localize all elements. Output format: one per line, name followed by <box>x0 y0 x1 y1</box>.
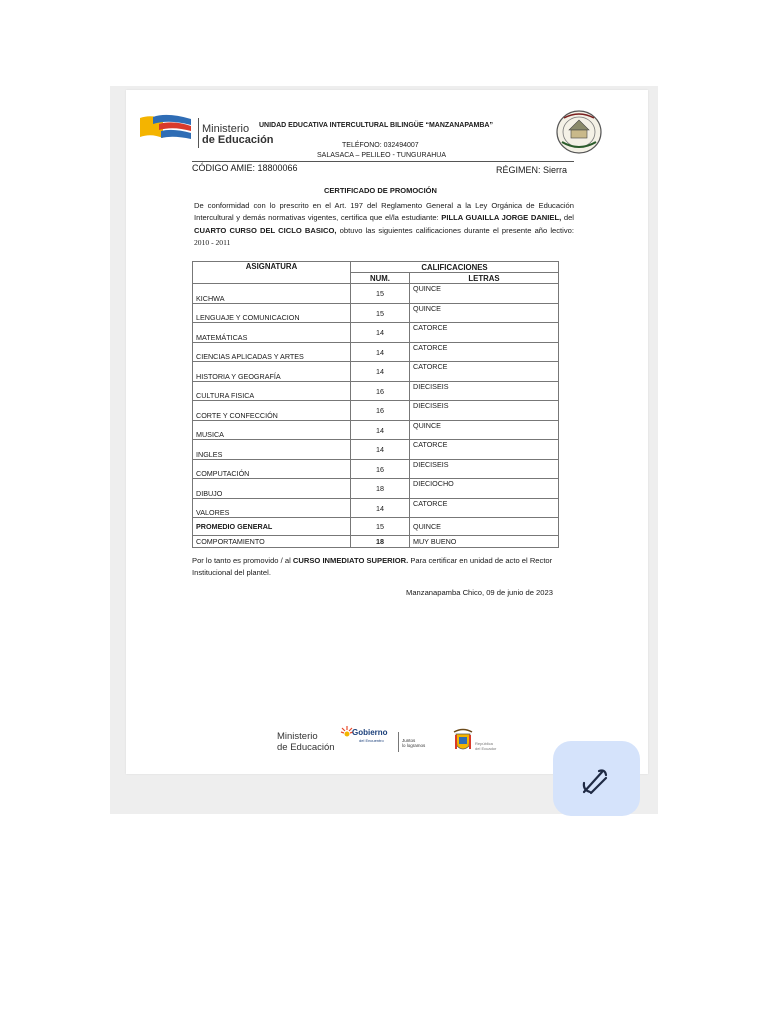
school-name: UNIDAD EDUCATIVA INTERCULTURAL BILINGÜE “MANZANAPAMBA” <box>259 122 493 129</box>
table-row <box>193 284 559 304</box>
ministry-flag-logo-icon <box>139 114 199 148</box>
subject-cell: KICHWA <box>193 284 351 304</box>
header-subject: ASIGNATURA <box>193 262 351 284</box>
subject-cell: HISTORIA Y GEOGRAFÍA <box>193 362 351 382</box>
footer-gobierno-sub: del Encuentro <box>359 738 384 743</box>
school-telephone: TELÉFONO: 032494007 <box>342 142 419 149</box>
outro-text: obtuvo las siguientes calificaciones durante el presente año lectivo: <box>339 225 574 235</box>
grade-letters-cell: QUINCE <box>410 284 559 304</box>
ministry-line2: de Educación <box>202 134 274 146</box>
footer-republica-line1: República <box>475 741 493 746</box>
ministry-line1: Ministerio <box>202 123 250 135</box>
grade-number-cell: 18 <box>351 479 410 499</box>
grade-number-cell: 14 <box>351 362 410 382</box>
footer-juntos-line1: Juntos <box>402 738 416 743</box>
subject-cell: LENGUAJE Y COMUNICACION <box>193 304 351 323</box>
footer-juntos-line2: lo logramos <box>402 743 426 748</box>
logo-divider <box>198 118 199 148</box>
behavior-label: COMPORTAMIENTO <box>193 536 351 548</box>
footer-juntos <box>402 738 425 748</box>
table-row <box>193 440 559 460</box>
closing-text2: Para certificar en unidad de acto el Rector Institucional del plantel. <box>192 556 553 578</box>
table-row <box>193 421 559 440</box>
table-row <box>193 499 559 518</box>
issue-date: Manzanapamba Chico, 09 de junio de 2023 <box>406 588 553 597</box>
grade-letters-cell: CATORCE <box>410 343 559 362</box>
subject-cell: MATEMÁTICAS <box>193 323 351 343</box>
document-viewer[interactable] <box>110 86 658 814</box>
grade-letters-cell: CATORCE <box>410 323 559 343</box>
footer-ministry-line2: de Educación <box>277 742 335 753</box>
header-letters: LETRAS <box>410 273 559 284</box>
table-row <box>193 343 559 362</box>
header-num: NUM. <box>351 273 410 284</box>
grade-number-cell: 14 <box>351 440 410 460</box>
footer-republica-line2: del Ecuador <box>475 746 497 751</box>
course-prefix: del <box>563 213 574 223</box>
grade-number-cell: 14 <box>351 499 410 518</box>
subject-cell: VALORES <box>193 499 351 518</box>
table-row <box>193 460 559 479</box>
grade-letters-cell: QUINCE <box>410 304 559 323</box>
grade-number-cell: 16 <box>351 401 410 421</box>
footer-republica <box>475 741 496 751</box>
table-row <box>193 362 559 382</box>
school-address: SALASACA – PELILEO - TUNGURAHUA <box>317 152 447 159</box>
school-year: 2010 - 2011 <box>194 237 231 247</box>
behavior-row <box>193 536 559 548</box>
grade-number-cell: 16 <box>351 460 410 479</box>
table-row <box>193 382 559 401</box>
grade-number-cell: 15 <box>351 304 410 323</box>
grade-number-cell: 14 <box>351 343 410 362</box>
grade-letters-cell: DIECISEIS <box>410 401 559 421</box>
course-name: CUARTO CURSO DEL CICLO BASICO, <box>194 225 337 235</box>
table-row <box>193 401 559 421</box>
subject-cell: CIENCIAS APLICADAS Y ARTES <box>193 343 351 362</box>
edit-fab-button[interactable] <box>553 741 640 816</box>
certificate-title: CERTIFICADO DE PROMOCIÓN <box>324 186 437 195</box>
behavior-letters: MUY BUENO <box>410 536 559 548</box>
grade-letters-cell: CATORCE <box>410 362 559 382</box>
grade-number-cell: 14 <box>351 323 410 343</box>
subject-cell: COMPUTACIÓN <box>193 460 351 479</box>
grade-number-cell: 15 <box>351 284 410 304</box>
grade-number-cell: 16 <box>351 382 410 401</box>
grade-letters-cell: DIECIOCHO <box>410 479 559 499</box>
edit-pen-icon <box>580 766 610 796</box>
table-row <box>193 479 559 499</box>
footer-ministry <box>277 731 335 753</box>
footer-separator <box>398 732 399 752</box>
subject-cell: CORTE Y CONFECCIÓN <box>193 401 351 421</box>
footer-ministry-line1: Ministerio <box>277 731 318 742</box>
subject-cell: MUSICA <box>193 421 351 440</box>
average-label: PROMEDIO GENERAL <box>193 518 351 536</box>
header-grades: CALIFICACIONES <box>351 262 559 273</box>
average-letters: QUINCE <box>410 518 559 536</box>
closing-text1: Por lo tanto es promovido / al <box>192 556 291 565</box>
average-num: 15 <box>351 518 410 536</box>
student-name: PILLA GUAILLA JORGE DANIEL, <box>441 213 562 223</box>
closing-paragraph <box>192 555 582 580</box>
grade-letters-cell: DIECISEIS <box>410 382 559 401</box>
behavior-num: 18 <box>351 536 410 548</box>
grade-letters-cell: CATORCE <box>410 440 559 460</box>
footer-gobierno: Gobierno <box>352 728 388 737</box>
closing-course: CURSO INMEDIATO SUPERIOR. <box>292 556 409 565</box>
school-emblem-icon <box>554 108 604 156</box>
grades-table <box>192 261 559 548</box>
certificate-paragraph <box>194 200 574 249</box>
table-row <box>193 323 559 343</box>
subject-cell: DIBUJO <box>193 479 351 499</box>
grade-number-cell: 14 <box>351 421 410 440</box>
regimen: RÉGIMEN: Sierra <box>496 165 568 175</box>
average-row <box>193 518 559 536</box>
grade-letters-cell: QUINCE <box>410 421 559 440</box>
grades-body <box>193 284 559 518</box>
ecuador-coat-of-arms-icon <box>452 728 474 754</box>
grade-letters-cell: CATORCE <box>410 499 559 518</box>
subject-cell: INGLES <box>193 440 351 460</box>
certificate-page <box>126 90 648 774</box>
header-divider <box>192 161 574 162</box>
intro-text: De conformidad con lo prescrito en el Art. 197 del Reglamento General a la Ley Orgánica de Educación Intercultural y demás normativas vigentes, certifica que el/la estudiante: <box>194 201 574 223</box>
grade-letters-cell: DIECISEIS <box>410 460 559 479</box>
subject-cell: CULTURA FISICA <box>193 382 351 401</box>
table-row <box>193 304 559 323</box>
amie-code: CÓDIGO AMIE: 18800066 <box>192 163 298 173</box>
